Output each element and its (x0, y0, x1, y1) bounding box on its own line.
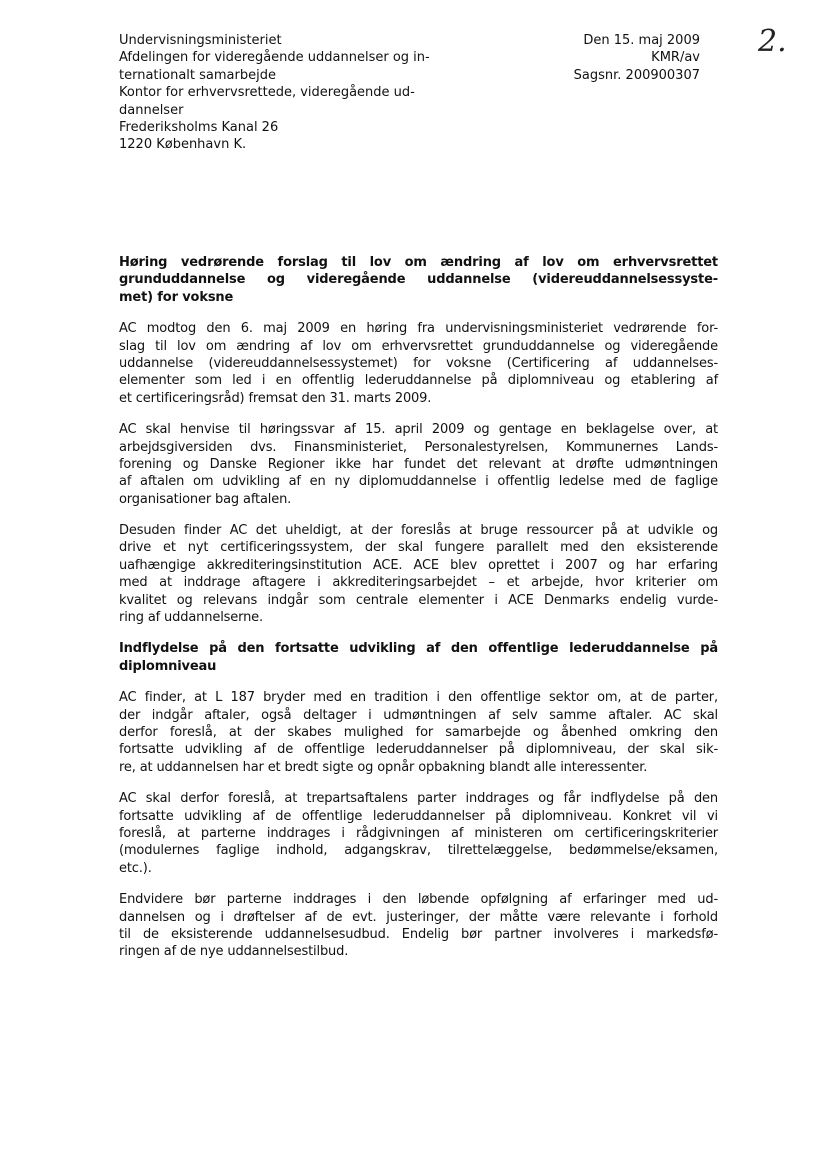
address-line: 1220 København K. (119, 137, 247, 153)
text-line: til de eksisterende uddannelsesudbud. Endelig bør partner involveres i markedsfø- (119, 926, 718, 942)
text-line: ring af uddannelserne. (119, 610, 264, 626)
paragraph (119, 522, 718, 626)
text-line: derfor foreslå, at der skabes mulighed for samarbejde og åbenhed omkring den (119, 724, 718, 740)
section-heading (119, 640, 718, 675)
paragraph (119, 689, 718, 776)
text-line: AC finder, at L 187 bryder med en tradition i den offentlige sektor om, at de parter, (119, 690, 718, 706)
text-line: af aftalen om udvikling af en ny diplomuddannelse i offentlig ledelse med de faglige (119, 474, 718, 490)
letter-body (119, 254, 718, 975)
section-heading (119, 254, 718, 306)
text-line: AC skal henvise til høringssvar af 15. april 2009 og gentage en beklagelse over, at (119, 422, 718, 438)
paragraph (119, 790, 718, 877)
text-line: (modulernes faglige indhold, adgangskrav, tilrettelæggelse, bedømmelse/eksamen, (119, 843, 718, 859)
text-line: AC modtog den 6. maj 2009 en høring fra undervisningsministeriet vedrørende for- (119, 321, 718, 337)
text-line: dannelsen og i drøftelser af de evt. justeringer, der måtte være relevante i forhold (119, 909, 718, 925)
text-line: organisationer bag aftalen. (119, 491, 292, 507)
text-line: uddannelse (videreuddannelsessystemet) for voksne (Certificering af uddannelses- (119, 355, 718, 371)
text-line: elementer som led i en offentlig lederuddannelse på diplomniveau og etablering af (119, 373, 718, 389)
text-line: Høring vedrørende forslag til lov om ændring af lov om erhvervsrettet (119, 255, 718, 270)
text-line: ringen af de nye uddannelsestilbud. (119, 944, 349, 960)
text-line: drive et nyt certificeringssystem, der skal fungere parallelt med den eksisterende (119, 540, 718, 556)
address-line: Afdelingen for videregående uddannelser og in- (119, 50, 430, 66)
text-line: et certificeringsråd) fremsat den 31. marts 2009. (119, 390, 432, 406)
text-line: grunduddannelse og videregående uddannelse (videreuddannelsessyste- (119, 272, 718, 288)
address-line: dannelser (119, 102, 184, 118)
address-line: ternationalt samarbejde (119, 67, 276, 83)
text-line: fortsatte udvikling af de offentlige lederuddannelser på diplomniveau, der skal sik- (119, 742, 718, 758)
text-line: etc.). (119, 860, 152, 876)
text-line: re, at uddannelsen har et bredt sigte og opnår opbakning blandt alle interessenter. (119, 759, 648, 775)
text-line: diplomniveau (119, 658, 217, 674)
text-line: met) for voksne (119, 289, 234, 305)
text-line: slag til lov om ændring af lov om erhvervsrettet grunduddannelse og videregående (119, 338, 718, 354)
text-line: AC skal derfor foreslå, at trepartsaftalens parter inddrages og får indflydelse på den (119, 791, 718, 807)
text-line: arbejdsgiversiden dvs. Finansministeriet, Personalestyrelsen, Kommunernes Lands- (119, 439, 718, 455)
case-number: Sagsnr. 200900307 (573, 67, 700, 83)
recipient-address (119, 32, 430, 154)
text-line: der indgår aftaler, også deltager i udmøntningen af selv samme aftaler. AC skal (119, 707, 718, 723)
address-line: Kontor for erhvervsrettede, videregående ud- (119, 85, 415, 101)
text-line: Desuden finder AC det uheldigt, at der foreslås at bruge ressourcer på at udvikle og (119, 523, 718, 539)
letter-meta (574, 32, 700, 84)
text-line: kvalitet og relevans indgår som centrale elementer i ACE Denmarks endelig vurde- (119, 592, 718, 608)
text-line: fortsatte udvikling af de offentlige lederuddannelser på diplomniveau. Konkret vil vi (119, 808, 718, 824)
paragraph (119, 320, 718, 407)
letter-date: Den 15. maj 2009 (583, 33, 700, 48)
text-line: Indflydelse på den fortsatte udvikling af den offentlige lederuddannelse på (119, 641, 718, 657)
text-line: forening og Danske Regioner ikke har fundet det relevant at drøfte udmøntningen (119, 456, 718, 472)
address-line: Undervisningsministeriet (119, 33, 282, 48)
address-line: Frederiksholms Kanal 26 (119, 120, 279, 136)
text-line: uafhængige akkrediteringsinstitution ACE. ACE blev oprettet i 2007 og har erfaring (119, 557, 718, 573)
text-line: Endvidere bør parterne inddrages i den løbende opfølgning af erfaringer med ud- (119, 892, 718, 908)
text-line: foreslå, at parterne inddrages i rådgivningen af ministeren om certificeringskriterier (119, 825, 718, 841)
text-line: med at inddrage aftagere i akkrediteringsarbejdet – et arbejde, hvor kriterier om (119, 575, 718, 591)
handwritten-page-mark: 2. (758, 24, 787, 59)
letter-initials: KMR/av (651, 50, 700, 66)
paragraph (119, 421, 718, 508)
paragraph (119, 891, 718, 961)
